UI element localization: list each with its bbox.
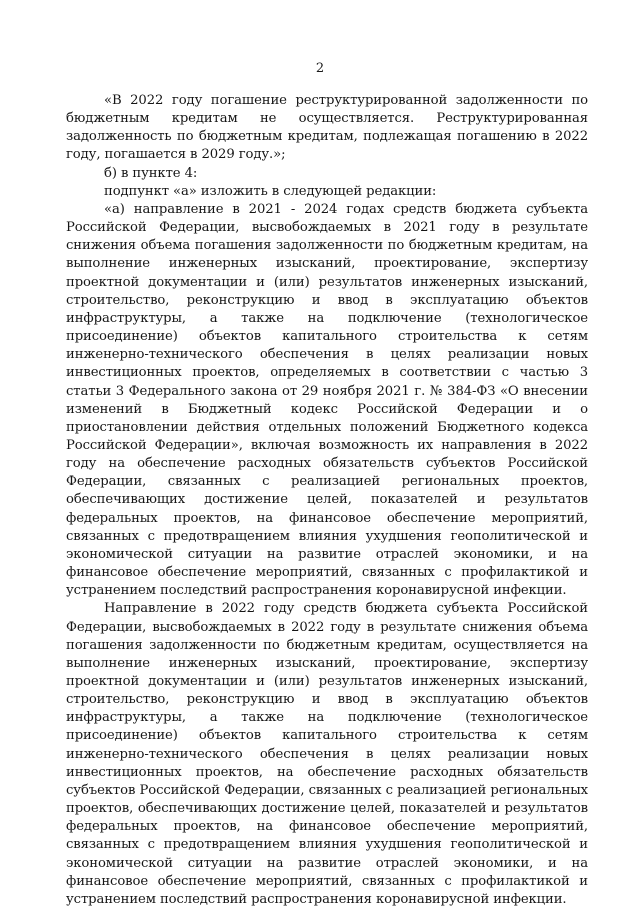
paragraph-subitem-a-intro: подпункт «а» изложить в следующей редакции: <box>104 183 437 199</box>
paragraph-direction-2022: Направление в 2022 году средств бюджета субъекта Российской Федерации, высвобождаемых в 2022 году в результате снижения объема погашения задолженности по бюджетным кредитам, осуществляется на выполнение инженерных изысканий, проектирование, экспертизу проектной документации и (или) результатов инженерных изысканий, строительство, реконструкцию и ввод в эксплуатацию объектов инфраструктуры, а также на подключение (технологическое присоединение) объектов капитального строительства к сетям инженерно-технического обеспечения в целях реализации новых инвестиционных проектов, на обеспечение расходных обязательств субъектов Российской Федерации, связанных с реализацией региональных проектов, обеспечивающих достижение целей, показателей и результатов федеральных проектов, на финансовое обеспечение мероприятий, связанных с предотвращением влияния ухудшения геополитической и экономической ситуации на развитие отраслей экономики, и на финансовое обеспечение мероприятий, связанных с профилактикой и устранением последствий распространения коронавирусной инфекции. <box>66 601 588 907</box>
page-number: 2 <box>315 61 325 76</box>
paragraph-item-b: б) в пункте 4: <box>104 165 198 181</box>
paragraph-subitem-a-text: «а) направление в 2021 - 2024 годах средств бюджета субъекта Российской Федерации, высвобождаемых в 2021 году в результате снижения объема погашения задолженности по бюджетным кредитам, на выполнение инженерных изысканий, проектирование, экспертизу проектной документации и (или) результатов инженерных изысканий, строительство, реконструкцию и ввод в эксплуатацию объектов инфраструктуры, а также на подключение (технологическое присоединение) объектов капитального строительства к сетям инженерно-технического обеспечения в целях реализации новых инвестиционных проектов, определяемых в соответствии с частью 3 статьи 3 Федерального закона от 29 ноября 2021 г. № 384-ФЗ «О внесении изменений в Бюджетный кодекс Российской Федерации и о приостановлении действия отдельных положений Бюджетного кодекса Российской Федерации», включая возможность их направления в 2022 году на обеспечение расходных обязательств субъектов Российской Федерации, связанных с реализацией региональных проектов, обеспечивающих достижение целей, показателей и результатов федеральных проектов, на финансовое обеспечение мероприятий, связанных с предотвращением влияния ухудшения геополитической и экономической ситуации на развитие отраслей экономики, и на финансовое обеспечение мероприятий, связанных с профилактикой и устранением последствий распространения коронавирусной инфекции. <box>66 201 588 599</box>
document-body <box>66 92 588 909</box>
paragraph-restructured-debt: «В 2022 году погашение реструктурированной задолженности по бюджетным кредитам не осуществляется. Реструктурированная задолженность по бюджетным кредитам, подлежащая погашению в 2022 году, погашается в 2029 году.»; <box>66 93 588 163</box>
